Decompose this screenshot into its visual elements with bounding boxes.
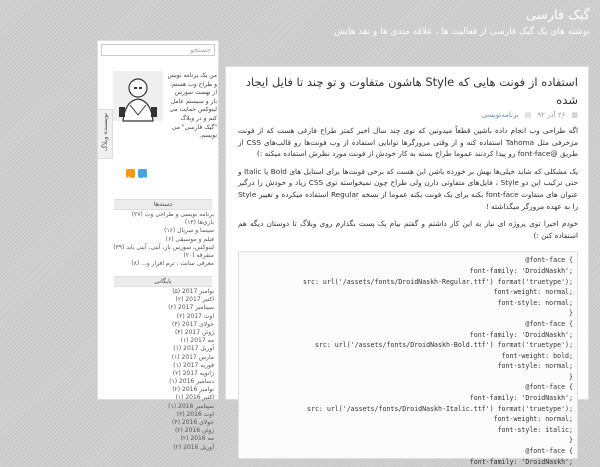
rss-icon[interactable] [126, 169, 135, 178]
post-date: ۲۶ آذر ۹۲ [537, 111, 566, 119]
archive-item[interactable]: آوریل 2016 (۲) [173, 443, 214, 451]
code-line: font-weight: normal; [493, 415, 573, 424]
code-line: } [569, 309, 573, 318]
category-item[interactable]: لینوکس، سورس باز، آیتی، آیتی باید (۳۹) [113, 243, 214, 251]
calendar-icon: ▦ [571, 111, 578, 119]
category-item[interactable]: بازی‌ها (۱۳) [184, 219, 214, 227]
archive-item[interactable]: جولای 2016 (۴) [172, 419, 214, 426]
code-line: font-weight: bold; [501, 351, 573, 360]
code-line: font-family: 'DroidNaskh'; [469, 457, 573, 466]
archive-item[interactable]: ژانویه 2017 (۲) [172, 369, 214, 377]
archive-item[interactable]: ژوئن 2017 (۴) [174, 328, 214, 336]
archive-item[interactable]: سپتامبر 2017 (۲) [168, 304, 214, 312]
category-item[interactable]: فیلم و موسیقی (۶) [165, 235, 214, 243]
code-line: font-family: 'DroidNaskh'; [469, 266, 573, 275]
archive-item[interactable]: اوت 2017 (۲) [176, 312, 214, 320]
code-line: font-style: normal; [497, 362, 573, 371]
code-line: src: url('/assets/fonts/DroidNaskh-Italic.ttf') format('truetype'); [307, 404, 573, 413]
avatar [113, 71, 163, 121]
code-line: src: url('/assets/fonts/DroidNaskh-Bold.ttf') format('truetype'); [314, 341, 573, 350]
code-block[interactable] [238, 251, 578, 466]
author-bio: من یک برنامه نویس و طراح وب هستم، از نهضت سورس باز و سیستم عامل لینوکس حمایت می کنم و در وبلاگ "گیک فارسی" می نویسم. [167, 72, 217, 140]
archive-item[interactable]: نوامبر 2016 (۲) [172, 386, 214, 394]
archive-list [114, 288, 214, 452]
social-links [126, 169, 147, 178]
archive-item[interactable]: مارس 2017 (۱) [171, 353, 214, 361]
code-line: @font-face { [525, 319, 573, 328]
code-line: } [569, 436, 573, 445]
author-tab-label: نویسنده وبلاگ [101, 112, 109, 152]
twitter-icon[interactable] [138, 169, 147, 178]
archive-widget-title: بایگانی [114, 276, 212, 287]
post-category-link[interactable]: برنامه‌نویسی [481, 111, 519, 119]
post-title[interactable]: استفاده از فونت هایی که Style هاشون متفاوت و تو چند تا فایل ایجاد شده [245, 75, 578, 107]
sidebar [97, 40, 219, 451]
code-line: @font-face { [525, 447, 573, 456]
code-line: font-family: 'DroidNaskh'; [469, 330, 573, 339]
author-tab[interactable] [97, 109, 113, 159]
code-line: } [569, 372, 573, 381]
category-item[interactable]: متفرقه (۲۰) [183, 251, 214, 259]
categories-widget-title: دسته‌ها [114, 199, 212, 210]
archive-item[interactable]: نوامبر 2017 (۵) [172, 288, 214, 295]
archive-item[interactable]: اوت 2016 (۳) [176, 410, 214, 418]
archive-item[interactable]: اکتبر 2016 (۱) [175, 394, 214, 402]
code-line: @font-face { [525, 383, 573, 392]
post-paragraph: یک مشکلی که شاید خیلی‌ها بهش بر خورده باشن این هست که برخی فونت‌ها برای استایل های Bold یا Italic و حتی ترکیب این دو Style ، فایل‌های متفاوتی دارن ولی طراح چون نمیخواسته توی CSS زیاد و خودش را درگیر عنوان های متفاوت font-face بکنه برای یک فونت بکنه عموما از نسخه Regular استفاده میکرده و تغییر Style را به عهده مرورگر میگذاشته ! [238, 166, 578, 211]
archive-item[interactable]: مه 2016 (۲) [180, 435, 214, 443]
code-line: font-style: italic; [497, 425, 573, 434]
post-paragraph: خودم اخیرا توی پروژه ای نیاز به این کار داشتم و گفتم بیام یک پست بگذارم روی وبلاگ تا دوستان دیگه هم استفاده کنن :) [238, 219, 578, 240]
category-item[interactable]: سینما و سریال (۱۶) [164, 227, 214, 235]
folder-icon: ▤ [524, 111, 532, 119]
category-item[interactable]: برنامه نویسی و طراحی وب (۲۷) [131, 211, 214, 218]
category-item[interactable]: معرفی سایت ، ترم افزار و... (۸) [131, 260, 214, 268]
site-description: نوشته های یک گیک فارسی از فعالیت ها ، علاقه مندی ها و نقد هایش [333, 27, 590, 37]
post-meta [238, 111, 578, 119]
post-article [225, 66, 589, 466]
archive-item[interactable]: اکتبر 2017 (۲) [175, 296, 214, 304]
post-paragraph: اگه طراحی وب انجام داده باشین قطعاً میدونین که توی چند سال اخیر کمتر طراح فارغی هست که از فونت مزخرفی مثل Tahoma استفاده کنه و از وقتی مرورگرها توانایی استفاده از وب فونت‌ها رو قالب‌های CSS از طریق @font-face رو پیدا کردنند عموما طراح بسته به کار خودش از فونت مورد نظرش استفاده میکنه :) [238, 126, 578, 159]
archive-item[interactable]: جولای 2017 (۴) [172, 320, 214, 328]
archive-item[interactable]: آوریل 2017 (۱) [173, 345, 214, 353]
archive-item[interactable]: سپتامبر 2016 (۱) [168, 402, 214, 410]
archive-item[interactable]: مه 2017 (۱) [180, 337, 214, 345]
categories-list [114, 211, 214, 268]
site-title[interactable]: گیک فارسی [525, 8, 590, 23]
code-line: font-style: normal; [497, 298, 573, 307]
archive-item[interactable]: دسامبر 2016 (۱) [169, 378, 214, 386]
code-line: font-weight: normal; [493, 288, 573, 297]
post-body [238, 125, 578, 466]
code-line: font-family: 'DroidNaskh'; [469, 394, 573, 403]
archive-item[interactable]: ژوئن 2016 (۲) [174, 427, 214, 435]
code-line: @font-face { [525, 256, 573, 265]
search-input[interactable]: جستجو [101, 44, 215, 56]
archive-item[interactable]: فوریه 2017 (۱) [173, 361, 214, 369]
code-line: src: url('/assets/fonts/DroidNaskh-Regular.ttf') format('truetype'); [303, 277, 573, 286]
